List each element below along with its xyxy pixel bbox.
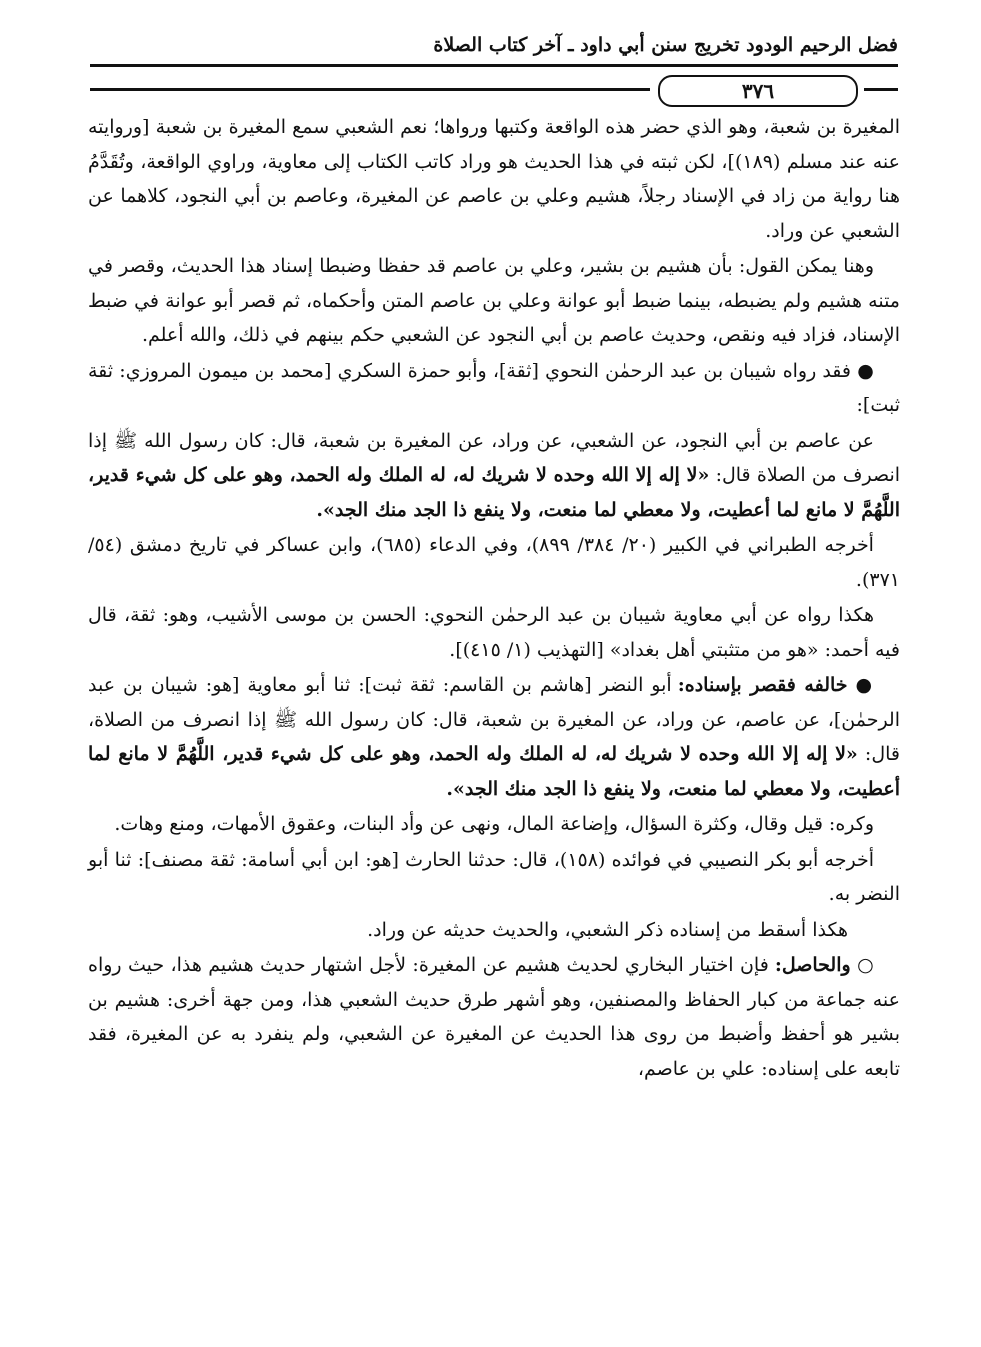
header-rule-right [864,88,898,91]
paragraph-2 [88,249,900,353]
paragraph-3 [88,354,900,423]
hadith-quote: «لا إله إلا الله وحده لا شريك له، له الملك وله الحمد، وهو على كل شيء قدير، اللَّهُمَّ لا مانع لما أعطيت، ولا معطي لما منعت، ولا ينفع ذا الجد منك الجد». [88,743,900,800]
paragraph-5 [88,528,900,597]
paragraph-text: هكذا أسقط من إسناده ذكر الشعبي، والحديث حديثه عن وراد. [367,918,848,941]
paragraph-lead: خالفه فقصر بإسناده: [677,674,848,696]
paragraph-text: المغيرة بن شعبة، وهو الذي حضر هذه الواقعة وكتبها ورواها؛ نعم الشعبي سمع المغيرة بن شعبة [وروايته عنه عند مسلم (١٨٩)]، لكن ثبته في هذا الحديث هو وراد كاتب الكتاب إلى معاوية، وراوي الواقعة، وتُقَدَّمُ هنا رواية من زاد في الإسناد رجلاً، هشيم وعلي بن عاصم عن المغيرة، وعاصم بن أبي النجود، كلاهما عن الشعبي عن وراد. [88,116,900,242]
paragraph-text: أخرجه أبو بكر النصيبي في فوائده (١٥٨)، قال: حدثنا الحارث [هو: ابن أبي أسامة: ثقة مصنف]: ثنا أبو النضر به. [88,848,900,905]
paragraph-text: فقد رواه شيبان بن عبد الرحمٰن النحوي [ثقة]، وأبو حمزة السكري [محمد بن ميمون المروزي: ثقة ثبت]: [88,359,900,416]
bullet-icon: ● [855,674,874,696]
paragraph-text: أخرجه الطبراني في الكبير (٢٠/ ٣٨٤/ ٨٩٩)، وفي الدعاء (٦٨٥)، وابن عساكر في تاريخ دمشق (٥٤/ ٣٧١). [88,534,900,591]
paragraph-4 [88,424,900,528]
hadith-quote: «لا إله إلا الله وحده لا شريك له، له الملك وله الحمد، وهو على كل شيء قدير، اللَّهُمَّ لا مانع لما أعطيت، ولا معطي لما منعت، ولا ينفع ذا الجد منك الجد». [88,464,900,521]
paragraph-text: أبو النضر [هاشم بن القاسم: ثقة ثبت]: ثنا أبو معاوية [هو: شيبان بن عبد الرحمٰن]، عن عاصم، عن وراد، عن المغيرة بن شعبة، قال: كان رسول الله ﷺ إذا انصرف من الصلاة، قال: [88,674,901,765]
paragraph-9 [88,843,900,912]
paragraph-6 [88,598,900,667]
paragraph-1 [88,110,900,248]
paragraph-7 [88,668,900,806]
circle-bullet-icon: ○ [857,954,874,976]
paragraph-lead: والحاصل: [774,954,851,976]
header-rule-left [90,88,650,91]
body-text [88,110,900,1320]
page-header [90,30,898,103]
paragraph-10 [88,913,900,948]
paragraph-text: عن عاصم بن أبي النجود، عن الشعبي، عن وراد، عن المغيرة بن شعبة، قال: كان رسول الله ﷺ إذا انصرف من الصلاة قال: [88,429,901,486]
running-title: فضل الرحيم الودود تخريج سنن أبي داود ـ آخر كتاب الصلاة [433,34,898,56]
paragraph-11 [88,948,900,1086]
paragraph-text: وكره: قيل وقال، وكثرة السؤال، وإضاعة المال، ونهى عن وأد البنات، وعقوق الأمهات، ومنع وهات. [114,813,874,835]
bullet-icon: ● [857,359,874,382]
header-rule [90,64,898,67]
paragraph-text: فإن اختيار البخاري لحديث هشيم عن المغيرة: لأجل اشتهار حديث هشيم هذا، حيث رواه عنه جماعة من كبار الحفاظ والمصنفين، وهو أشهر طرق حديث الشعبي هذا، ومن جهة أخرى: هشيم بن بشير هو أحفظ وأضبط من روى هذا الحديث عن المغيرة عن الشعبي، ولم ينفرد به عن المغيرة، فقد تابعه على إسناده: علي بن عاصم، [88,954,900,1080]
paragraph-8 [88,807,900,842]
page-number: ٣٧٦ [658,75,858,107]
paragraph-text: هكذا رواه عن أبي معاوية شيبان بن عبد الرحمٰن النحوي: الحسن بن موسى الأشيب، وهو: ثقة، قال فيه أحمد: «هو من متثبتي أهل بغداد» [التهذيب (١/ ٤١٥)]. [88,604,900,661]
paragraph-text: وهنا يمكن القول: بأن هشيم بن بشير، وعلي بن عاصم قد حفظا وضبطا إسناد هذا الحديث، وقصر في متنه هشيم ولم يضبطه، بينما ضبط أبو عوانة وعلي بن عاصم المتن وأحكماه، ثم قصر أبو عوانة في ضبط الإسناد، فزاد فيه ونقص، وحديث عاصم بن أبي النجود عن الشعبي حكم بينهم في ذلك، والله أعلم. [88,255,900,346]
